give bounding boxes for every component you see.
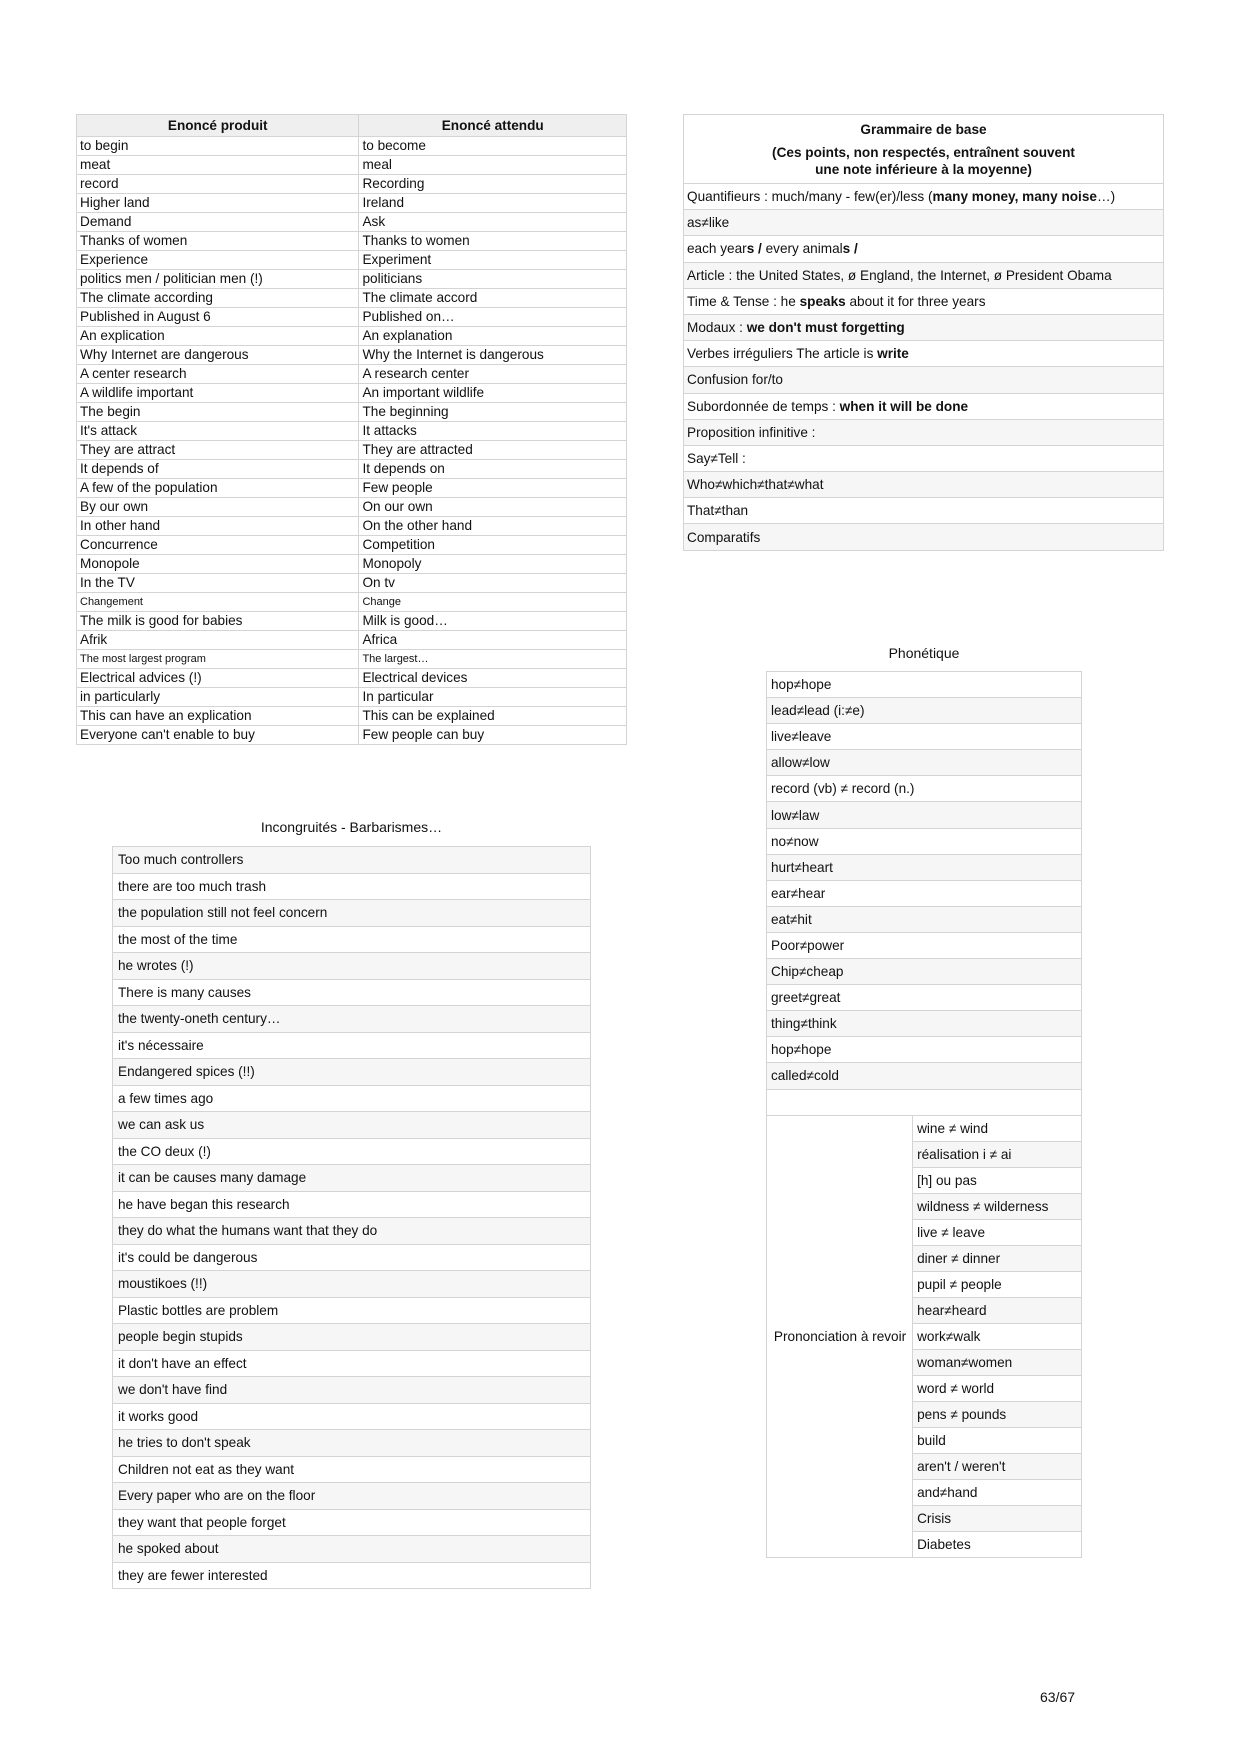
grammar-row <box>684 367 1164 393</box>
pronunciation-row <box>767 1115 1082 1141</box>
grammar-row <box>684 498 1164 524</box>
produced-cell: It's attack <box>77 422 359 441</box>
table-row <box>77 270 627 289</box>
expected-cell: On tv <box>359 574 627 593</box>
expected-cell: They are attracted <box>359 441 627 460</box>
grammar-text: Confusion for/to <box>687 372 783 388</box>
grammar-text: when it will be done <box>839 398 969 414</box>
incongruities-table <box>112 846 591 1589</box>
grammar-text: each year <box>687 241 747 257</box>
grammar-cell <box>684 419 1164 445</box>
grammar-text: s / <box>842 241 858 257</box>
list-item <box>113 1377 591 1404</box>
phonetic-cell: lead≠lead (i:≠e) <box>767 698 1082 724</box>
pronunciation-cell: word ≠ world <box>913 1375 1082 1401</box>
phonetic-row <box>767 1089 1082 1115</box>
expected-cell: The largest… <box>359 650 627 669</box>
grammar-text: …) <box>1096 189 1116 205</box>
phonetic-row <box>767 854 1082 880</box>
errors-header-row <box>77 115 627 137</box>
list-item <box>113 847 591 874</box>
incongruity-cell: the CO deux (!) <box>113 1138 591 1165</box>
list-item <box>113 1218 591 1245</box>
phonetic-row <box>767 880 1082 906</box>
table-row <box>77 156 627 175</box>
pronunciation-cell: pens ≠ pounds <box>913 1401 1082 1427</box>
pronunciation-label: Prononciation à revoir <box>767 1115 913 1557</box>
grammar-cell <box>684 262 1164 288</box>
expected-cell: Milk is good… <box>359 612 627 631</box>
incongruity-cell: the most of the time <box>113 926 591 953</box>
list-item <box>113 1112 591 1139</box>
grammar-text: That≠than <box>687 503 749 519</box>
expected-cell: Electrical devices <box>359 669 627 688</box>
expected-cell: Few people <box>359 479 627 498</box>
incongruity-cell: it works good <box>113 1403 591 1430</box>
grammar-cell <box>684 498 1164 524</box>
table-row <box>77 422 627 441</box>
grammar-header-row <box>684 115 1164 184</box>
grammar-row <box>684 524 1164 550</box>
grammar-text: Verbes irréguliers The article is <box>687 346 878 362</box>
phonetic-cell: hop≠hope <box>767 672 1082 698</box>
grammar-title-line1: Grammaire de base <box>860 121 987 137</box>
produced-cell: The most largest program <box>77 650 359 669</box>
produced-cell: A few of the population <box>77 479 359 498</box>
incongruity-cell: the twenty-oneth century… <box>113 1006 591 1033</box>
table-row <box>77 669 627 688</box>
table-row <box>77 365 627 384</box>
list-item <box>113 1085 591 1112</box>
incongruity-cell: he tries to don't speak <box>113 1430 591 1457</box>
produced-cell: record <box>77 175 359 194</box>
pronunciation-cell: pupil ≠ people <box>913 1271 1082 1297</box>
list-item <box>113 1059 591 1086</box>
pronunciation-cell: hear≠heard <box>913 1297 1082 1323</box>
list-item <box>113 1191 591 1218</box>
incongruity-cell: a few times ago <box>113 1085 591 1112</box>
produced-cell: It depends of <box>77 460 359 479</box>
incongruity-cell: there are too much trash <box>113 873 591 900</box>
phonetic-row <box>767 802 1082 828</box>
produced-cell: Monopole <box>77 555 359 574</box>
phonetic-row <box>767 1011 1082 1037</box>
table-row <box>77 517 627 536</box>
list-item <box>113 1430 591 1457</box>
produced-cell: In other hand <box>77 517 359 536</box>
incongruity-cell: he have began this research <box>113 1191 591 1218</box>
phonetic-cell: no≠now <box>767 828 1082 854</box>
pronunciation-cell: aren't / weren't <box>913 1453 1082 1479</box>
grammar-text: Time & Tense : he <box>687 293 800 309</box>
grammar-text: / <box>758 241 762 257</box>
phonetic-cell: Poor≠power <box>767 932 1082 958</box>
expected-cell: On our own <box>359 498 627 517</box>
incongruity-cell: Every paper who are on the floor <box>113 1483 591 1510</box>
grammar-cell <box>684 184 1164 210</box>
grammar-title-line2: (Ces points, non respectés, entraînent souvent <box>772 144 1075 160</box>
produced-cell: Published in August 6 <box>77 308 359 327</box>
incongruity-cell: Children not eat as they want <box>113 1456 591 1483</box>
incongruity-cell: it's could be dangerous <box>113 1244 591 1271</box>
grammar-row <box>684 419 1164 445</box>
phonetic-cell: allow≠low <box>767 750 1082 776</box>
expected-cell: Published on… <box>359 308 627 327</box>
incongruity-cell: Too much controllers <box>113 847 591 874</box>
pronunciation-cell: and≠hand <box>913 1479 1082 1505</box>
produced-cell: Concurrence <box>77 536 359 555</box>
table-row <box>77 194 627 213</box>
grammar-row <box>684 341 1164 367</box>
phonetic-cell: ear≠hear <box>767 880 1082 906</box>
grammar-text: Subordonnée de temps : <box>687 398 840 414</box>
incongruity-cell: moustikoes (!!) <box>113 1271 591 1298</box>
grammar-text: we don't must forgetting <box>746 320 905 336</box>
expected-cell: Monopoly <box>359 555 627 574</box>
incongruity-cell: it's nécessaire <box>113 1032 591 1059</box>
table-row <box>77 612 627 631</box>
grammar-text: Comparatifs <box>687 529 761 545</box>
produced-cell: A center research <box>77 365 359 384</box>
expected-cell: An important wildlife <box>359 384 627 403</box>
phonetic-row <box>767 828 1082 854</box>
pronunciation-cell: woman≠women <box>913 1349 1082 1375</box>
grammar-text: many money, many noise <box>932 189 1097 205</box>
table-row <box>77 555 627 574</box>
incongruity-cell: we can ask us <box>113 1112 591 1139</box>
table-row <box>77 441 627 460</box>
pronunciation-cell: wine ≠ wind <box>913 1115 1082 1141</box>
produced-cell: Changement <box>77 593 359 612</box>
grammar-text: about it for three years <box>845 293 986 309</box>
table-row <box>77 593 627 612</box>
list-item <box>113 1006 591 1033</box>
expected-cell: Ireland <box>359 194 627 213</box>
grammar-text: Modaux : <box>687 320 747 336</box>
produced-cell: The milk is good for babies <box>77 612 359 631</box>
phonetic-cell: called≠cold <box>767 1063 1082 1089</box>
produced-cell: Why Internet are dangerous <box>77 346 359 365</box>
expected-cell: It depends on <box>359 460 627 479</box>
produced-cell: In the TV <box>77 574 359 593</box>
list-item <box>113 873 591 900</box>
table-row <box>77 384 627 403</box>
expected-cell: Ask <box>359 213 627 232</box>
phonetic-cell: record (vb) ≠ record (n.) <box>767 776 1082 802</box>
incongruity-cell: the population still not feel concern <box>113 900 591 927</box>
table-row <box>77 175 627 194</box>
expected-cell: The climate accord <box>359 289 627 308</box>
grammar-row <box>684 262 1164 288</box>
table-row <box>77 707 627 726</box>
incongruities-title: Incongruités - Barbarismes… <box>260 819 443 835</box>
incongruity-cell: it can be causes many damage <box>113 1165 591 1192</box>
table-row <box>77 213 627 232</box>
table-row <box>77 631 627 650</box>
phonetics-title: Phonétique <box>888 645 960 661</box>
grammar-text: every animal <box>761 241 843 257</box>
table-row <box>77 574 627 593</box>
list-item <box>113 1244 591 1271</box>
incongruity-cell: he spoked about <box>113 1536 591 1563</box>
grammar-text: write <box>877 346 909 362</box>
expected-cell: A research center <box>359 365 627 384</box>
phonetic-cell: Chip≠cheap <box>767 959 1082 985</box>
page-number: 63/67 <box>1040 1689 1076 1705</box>
phonetic-cell <box>767 1089 1082 1115</box>
list-item <box>113 1483 591 1510</box>
list-item <box>113 1562 591 1589</box>
expected-cell: to become <box>359 137 627 156</box>
grammar-cell <box>684 314 1164 340</box>
produced-cell: Afrik <box>77 631 359 650</box>
table-row <box>77 251 627 270</box>
expected-cell: Why the Internet is dangerous <box>359 346 627 365</box>
pronunciation-cell: [h] ou pas <box>913 1167 1082 1193</box>
list-item <box>113 1297 591 1324</box>
list-item <box>113 1509 591 1536</box>
incongruity-cell: Endangered spices (!!) <box>113 1059 591 1086</box>
pronunciation-cell: work≠walk <box>913 1323 1082 1349</box>
grammar-row <box>684 236 1164 262</box>
grammar-title-line3: une note inférieure à la moyenne) <box>815 161 1032 177</box>
phonetic-cell: live≠leave <box>767 724 1082 750</box>
grammar-cell <box>684 236 1164 262</box>
grammar-row <box>684 184 1164 210</box>
grammar-cell <box>684 367 1164 393</box>
incongruity-cell: we don't have find <box>113 1377 591 1404</box>
incongruity-cell: Plastic bottles are problem <box>113 1297 591 1324</box>
table-row <box>77 137 627 156</box>
produced-cell: in particularly <box>77 688 359 707</box>
table-row <box>77 688 627 707</box>
expected-cell: An explanation <box>359 327 627 346</box>
expected-cell: Thanks to women <box>359 232 627 251</box>
phonetic-cell: low≠law <box>767 802 1082 828</box>
expected-cell: politicians <box>359 270 627 289</box>
expected-cell: This can be explained <box>359 707 627 726</box>
grammar-row <box>684 445 1164 471</box>
list-item <box>113 1138 591 1165</box>
produced-cell: They are attract <box>77 441 359 460</box>
produced-cell: Everyone can't enable to buy <box>77 726 359 745</box>
grammar-row <box>684 210 1164 236</box>
table-row <box>77 327 627 346</box>
table-row <box>77 650 627 669</box>
grammar-row <box>684 288 1164 314</box>
grammar-cell <box>684 524 1164 550</box>
phonetic-cell: hop≠hope <box>767 1037 1082 1063</box>
produced-cell: The begin <box>77 403 359 422</box>
grammar-text: Who≠which≠that≠what <box>687 477 824 493</box>
pronunciation-cell: wildness ≠ wilderness <box>913 1193 1082 1219</box>
produced-cell: A wildlife important <box>77 384 359 403</box>
grammar-cell <box>684 393 1164 419</box>
phonetic-row <box>767 932 1082 958</box>
header-expected: Enoncé attendu <box>359 115 627 137</box>
table-row <box>77 498 627 517</box>
produced-cell: Higher land <box>77 194 359 213</box>
phonetic-row <box>767 906 1082 932</box>
phonetic-row <box>767 672 1082 698</box>
table-row <box>77 726 627 745</box>
grammar-cell <box>684 210 1164 236</box>
produced-cell: to begin <box>77 137 359 156</box>
expected-cell: meal <box>359 156 627 175</box>
incongruity-cell: people begin stupids <box>113 1324 591 1351</box>
produced-cell: Experience <box>77 251 359 270</box>
grammar-text: Quantifieurs : much/many - few(er)/less ( <box>687 189 933 205</box>
phonetics-table <box>766 671 1082 1558</box>
table-row <box>77 308 627 327</box>
phonetic-row <box>767 985 1082 1011</box>
table-row <box>77 536 627 555</box>
produced-cell: By our own <box>77 498 359 517</box>
produced-cell: politics men / politician men (!) <box>77 270 359 289</box>
list-item <box>113 1403 591 1430</box>
produced-cell: This can have an explication <box>77 707 359 726</box>
table-row <box>77 346 627 365</box>
produced-cell: An explication <box>77 327 359 346</box>
list-item <box>113 900 591 927</box>
grammar-cell <box>684 472 1164 498</box>
phonetic-row <box>767 724 1082 750</box>
list-item <box>113 1324 591 1351</box>
list-item <box>113 953 591 980</box>
grammar-text: Say≠Tell : <box>687 450 746 466</box>
list-item <box>113 1271 591 1298</box>
pronunciation-cell: diner ≠ dinner <box>913 1245 1082 1271</box>
produced-cell: meat <box>77 156 359 175</box>
produced-cell: Electrical advices (!) <box>77 669 359 688</box>
expected-cell: Few people can buy <box>359 726 627 745</box>
list-item <box>113 1456 591 1483</box>
grammar-text: s <box>746 241 755 257</box>
pronunciation-cell: live ≠ leave <box>913 1219 1082 1245</box>
grammar-text: Article : the United States, ø England, the Internet, ø President Obama <box>687 267 1112 283</box>
phonetic-cell: hurt≠heart <box>767 854 1082 880</box>
list-item <box>113 1165 591 1192</box>
phonetic-row <box>767 750 1082 776</box>
expected-cell: Competition <box>359 536 627 555</box>
expected-cell: The beginning <box>359 403 627 422</box>
grammar-table <box>683 114 1164 551</box>
grammar-text: as≠like <box>687 215 730 231</box>
expected-cell: Recording <box>359 175 627 194</box>
expected-cell: Africa <box>359 631 627 650</box>
produced-cell: Thanks of women <box>77 232 359 251</box>
phonetic-cell: eat≠hit <box>767 906 1082 932</box>
expected-cell: On the other hand <box>359 517 627 536</box>
table-row <box>77 232 627 251</box>
expected-cell: Experiment <box>359 251 627 270</box>
table-row <box>77 479 627 498</box>
phonetic-cell: greet≠great <box>767 985 1082 1011</box>
pronunciation-cell: Diabetes <box>913 1531 1082 1557</box>
grammar-cell <box>684 341 1164 367</box>
phonetic-row <box>767 698 1082 724</box>
expected-cell: In particular <box>359 688 627 707</box>
list-item <box>113 979 591 1006</box>
incongruity-cell: they are fewer interested <box>113 1562 591 1589</box>
incongruity-cell: they do what the humans want that they do <box>113 1218 591 1245</box>
grammar-cell <box>684 288 1164 314</box>
pronunciation-cell: Crisis <box>913 1505 1082 1531</box>
grammar-title <box>684 115 1164 184</box>
incongruity-cell: it don't have an effect <box>113 1350 591 1377</box>
list-item <box>113 1032 591 1059</box>
produced-cell: Demand <box>77 213 359 232</box>
grammar-row <box>684 393 1164 419</box>
phonetic-row <box>767 1037 1082 1063</box>
list-item <box>113 926 591 953</box>
phonetic-row <box>767 776 1082 802</box>
header-produced: Enoncé produit <box>77 115 359 137</box>
grammar-row <box>684 314 1164 340</box>
grammar-text: Proposition infinitive : <box>687 424 816 440</box>
table-row <box>77 460 627 479</box>
pronunciation-cell: réalisation i ≠ ai <box>913 1141 1082 1167</box>
produced-cell: The climate according <box>77 289 359 308</box>
grammar-text: speaks <box>799 293 846 309</box>
grammar-cell <box>684 445 1164 471</box>
phonetic-row <box>767 1063 1082 1089</box>
expected-cell: Change <box>359 593 627 612</box>
phonetic-cell: thing≠think <box>767 1011 1082 1037</box>
grammar-row <box>684 472 1164 498</box>
incongruity-cell: he wrotes (!) <box>113 953 591 980</box>
expected-cell: It attacks <box>359 422 627 441</box>
table-row <box>77 289 627 308</box>
incongruity-cell: they want that people forget <box>113 1509 591 1536</box>
table-row <box>77 403 627 422</box>
list-item <box>113 1536 591 1563</box>
errors-table <box>76 114 627 745</box>
incongruity-cell: There is many causes <box>113 979 591 1006</box>
list-item <box>113 1350 591 1377</box>
pronunciation-cell: build <box>913 1427 1082 1453</box>
phonetic-row <box>767 959 1082 985</box>
